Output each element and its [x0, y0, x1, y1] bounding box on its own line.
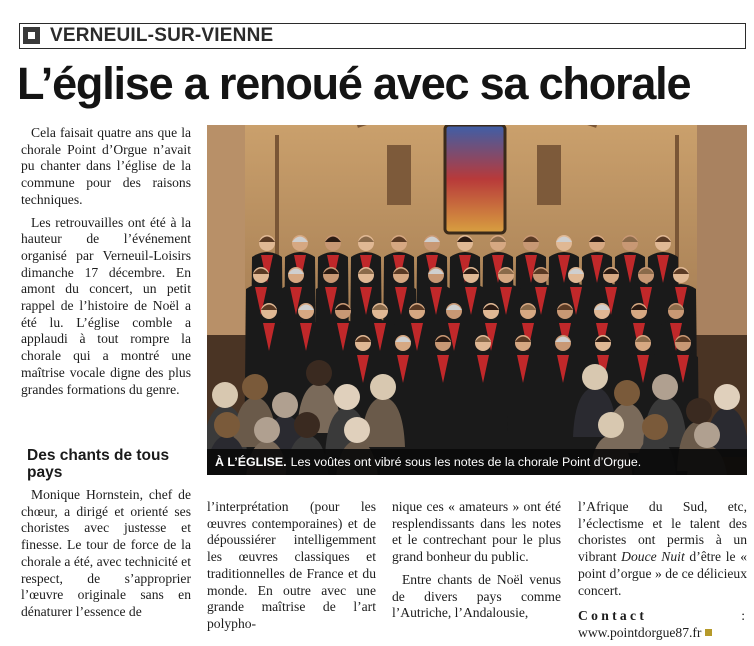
- photo-caption: [215, 454, 641, 470]
- audience-head: [370, 374, 396, 400]
- column-1-continued: [21, 487, 191, 627]
- section-label: VERNEUIL-SUR-VIENNE: [50, 25, 274, 46]
- section-header: [19, 23, 746, 49]
- audience-head: [306, 360, 332, 386]
- audience-head: [652, 374, 678, 400]
- intro-paragraph-2: Les retrouvailles ont été à la hauteur de l’événement organisé par Verneuil-Loisirs dimanche 17 décembre. En amont du concert, un petit rappel de l’histoire de Noël a été lu. L’église comble a applaudi à tout rompre la chorale qui a montré une maîtrise vocale digne des plus grandes formations du genre.: [21, 214, 191, 397]
- choir-photo: [207, 125, 747, 475]
- audience-head: [686, 398, 712, 424]
- audience-head: [694, 422, 720, 448]
- caption-text: Les voûtes ont vibré sous les notes de la chorale Point d’Orgue.: [290, 455, 642, 469]
- col4-text-start: l’Afrique du Sud, etc, l’éclectisme et le talent des choristes ont permis à un vibrant: [578, 499, 747, 565]
- audience-head: [212, 382, 238, 408]
- end-mark-icon: [705, 629, 712, 636]
- column-1-intro: [21, 125, 191, 404]
- col4-text-end: d’être le « point d’orgue » de ce délicieux concert.: [578, 549, 748, 598]
- audience-head: [242, 374, 268, 400]
- col2-paragraph: l’interprétation (pour les œuvres contemporaines) et de dépoussiérer intelligemment les œuvres classiques et traditionnelles de France et du monde. En outre avec une grande maîtrise de l’art polypho-: [207, 499, 376, 631]
- audience-head: [294, 412, 320, 438]
- headline: L’église a renoué avec sa chorale: [17, 58, 691, 109]
- subhead: Des chants de tous pays: [27, 447, 170, 481]
- photo-caption-bar: [207, 449, 747, 475]
- contact-block: [578, 608, 747, 641]
- col4-paragraph: [578, 499, 747, 599]
- col3-paragraph-2: Entre chants de Noël venus de divers pays comme l’Autriche, l’Andalousie,: [392, 571, 561, 621]
- column-2: [207, 499, 376, 639]
- audience-head: [334, 384, 360, 410]
- column-3: [392, 499, 561, 628]
- contact-label: Contact: [578, 608, 648, 623]
- contact-colon: :: [741, 608, 745, 623]
- intro-paragraph-1: Cela faisait quatre ans que la chorale Point d’Orgue n’avait pu chanter dans l’église de la commune pour des raisons techniques.: [21, 125, 191, 207]
- caption-lead: À L’ÉGLISE.: [215, 455, 287, 469]
- audience-head: [254, 417, 280, 443]
- col1-paragraph: Monique Hornstein, chef de chœur, a dirigé et orienté ses choristes avec justesse et finesse. Le tour de force de la chorale a été, avec technicité et respect, de s’approprier l’œuvre originale sans en dénaturer l’essence de: [21, 487, 191, 619]
- song-title: Douce Nuit: [621, 549, 685, 565]
- audience-head: [598, 412, 624, 438]
- audience-head: [614, 380, 640, 406]
- audience-head: [214, 412, 240, 438]
- website-link[interactable]: www.pointdorgue87.fr: [578, 624, 702, 640]
- col3-paragraph-1: nique ces « amateurs » ont été resplendissants dans les notes et le contrechant pour le plus grand bonheur du public.: [392, 499, 561, 565]
- audience-head: [642, 414, 668, 440]
- section-square-icon: [23, 27, 40, 44]
- audience-head: [272, 392, 298, 418]
- audience-head: [714, 384, 740, 410]
- column-4: [578, 499, 747, 605]
- audience-head: [582, 364, 608, 390]
- audience-head: [344, 417, 370, 443]
